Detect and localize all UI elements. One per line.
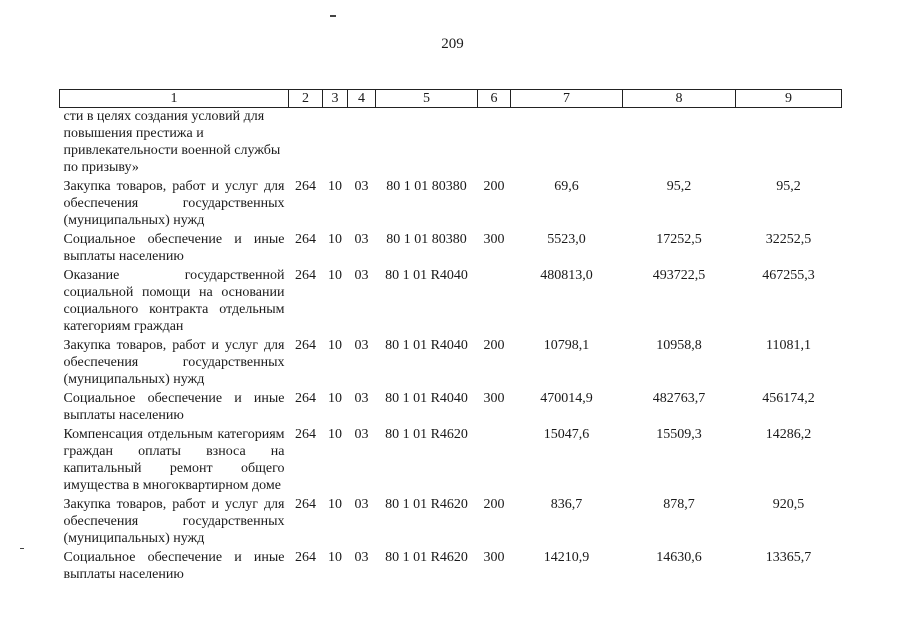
column-header: 7 <box>511 90 623 108</box>
row-subsection <box>348 108 376 179</box>
row-section: 10 <box>328 179 342 194</box>
row-amount-9: 14286,2 <box>765 427 812 442</box>
row-expense-type <box>478 426 511 496</box>
row-amount-8: 14630,6 <box>656 550 702 565</box>
table-row <box>60 178 842 231</box>
row-expense-type: 300 <box>483 550 505 565</box>
budget-table <box>59 89 842 585</box>
row-subsection: 03 <box>354 179 369 194</box>
row-name: Компенсация отдельным категориям граждан оплаты взноса на капитальный ремонт общего имущества в многоквартирном доме <box>63 427 285 493</box>
row-amount-7: 470014,9 <box>540 391 593 406</box>
row-amount-8: 493722,5 <box>652 268 706 283</box>
page-number: 209 <box>441 36 464 52</box>
row-subsection: 03 <box>354 497 369 512</box>
row-name: Закупка товаров, работ и услуг для обеспечения государственных (муниципальных) нужд <box>63 497 285 546</box>
row-target-item: 80 1 01 R4620 <box>385 427 468 442</box>
row-ministry-code <box>289 108 323 179</box>
row-expense-type <box>478 108 511 179</box>
table-row <box>60 390 842 426</box>
row-expense-type <box>478 267 511 337</box>
row-name: сти в целях создания условий для повышения престижа и привлекательности военной службы по призыву» <box>63 109 281 175</box>
row-target-item: 80 1 01 80380 <box>386 232 467 247</box>
row-amount-9 <box>736 108 842 179</box>
row-amount-7: 14210,9 <box>543 550 590 565</box>
row-amount-9: 456174,2 <box>762 391 815 406</box>
table-row <box>60 267 842 337</box>
column-header: 9 <box>736 90 842 108</box>
column-header: 3 <box>323 90 348 108</box>
table-row <box>60 337 842 390</box>
row-target-item: 80 1 01 80380 <box>386 179 467 194</box>
row-subsection: 03 <box>354 338 369 353</box>
row-section: 10 <box>328 391 342 406</box>
row-amount-8: 10958,8 <box>656 338 702 353</box>
column-header: 6 <box>478 90 511 108</box>
row-subsection: 03 <box>354 427 369 442</box>
row-expense-type: 200 <box>483 338 505 353</box>
row-ministry-code: 264 <box>295 497 316 512</box>
row-expense-type: 200 <box>483 179 505 194</box>
row-target-item: 80 1 01 R4040 <box>385 391 468 406</box>
table-header-row <box>60 90 842 108</box>
table-row <box>60 549 842 585</box>
row-ministry-code: 264 <box>295 179 316 194</box>
row-amount-7: 10798,1 <box>543 338 590 353</box>
table-row <box>60 426 842 496</box>
column-header: 1 <box>60 90 289 108</box>
row-amount-8: 15509,3 <box>656 427 702 442</box>
row-amount-8: 482763,7 <box>652 391 706 406</box>
row-subsection: 03 <box>354 550 369 565</box>
column-header: 5 <box>376 90 478 108</box>
row-name: Социальное обеспечение и иные выплаты населению <box>63 550 285 582</box>
row-section: 10 <box>328 550 342 565</box>
row-amount-9: 13365,7 <box>765 550 812 565</box>
row-name: Социальное обеспечение и иные выплаты населению <box>63 391 285 423</box>
column-header: 8 <box>623 90 736 108</box>
row-amount-8: 95,2 <box>666 179 692 194</box>
scan-speck <box>20 548 24 549</box>
row-amount-9: 95,2 <box>776 179 801 194</box>
scan-speck <box>330 15 336 17</box>
row-target-item: 80 1 01 R4040 <box>385 338 468 353</box>
row-amount-9: 32252,5 <box>765 232 812 247</box>
row-expense-type: 200 <box>483 497 505 512</box>
table-row <box>60 496 842 549</box>
row-amount-7: 836,7 <box>550 497 583 512</box>
row-ministry-code: 264 <box>295 338 316 353</box>
row-target-item <box>376 108 478 179</box>
row-amount-9: 920,5 <box>772 497 805 512</box>
row-section <box>323 108 348 179</box>
row-name: Социальное обеспечение и иные выплаты населению <box>63 232 285 264</box>
row-section: 10 <box>328 232 342 247</box>
row-amount-7: 15047,6 <box>543 427 590 442</box>
row-ministry-code: 264 <box>295 232 316 247</box>
row-amount-7: 480813,0 <box>540 268 593 283</box>
row-target-item: 80 1 01 R4620 <box>385 497 468 512</box>
row-section: 10 <box>328 268 342 283</box>
row-expense-type: 300 <box>483 391 505 406</box>
row-target-item: 80 1 01 R4040 <box>385 268 468 283</box>
row-section: 10 <box>328 497 342 512</box>
row-amount-7 <box>511 108 623 179</box>
row-name: Закупка товаров, работ и услуг для обеспечения государственных (муниципальных) нужд <box>63 338 285 387</box>
row-amount-7: 69,6 <box>554 179 579 194</box>
row-section: 10 <box>328 427 342 442</box>
row-subsection: 03 <box>354 268 369 283</box>
table-row <box>60 231 842 267</box>
row-amount-8: 17252,5 <box>656 232 702 247</box>
column-header: 2 <box>289 90 323 108</box>
column-header: 4 <box>348 90 376 108</box>
row-amount-7: 5523,0 <box>547 232 586 247</box>
row-subsection: 03 <box>354 232 369 247</box>
row-ministry-code: 264 <box>295 268 316 283</box>
row-expense-type: 300 <box>483 232 505 247</box>
row-amount-9: 11081,1 <box>766 338 811 353</box>
row-ministry-code: 264 <box>295 391 316 406</box>
row-amount-8 <box>623 108 736 179</box>
row-amount-9: 467255,3 <box>762 268 815 283</box>
row-amount-8: 878,7 <box>663 497 695 512</box>
table-row <box>60 108 842 179</box>
row-subsection: 03 <box>354 391 369 406</box>
row-name: Оказание государственной социальной помощи на основании социального контракта отдельным категориям граждан <box>63 268 285 334</box>
row-target-item: 80 1 01 R4620 <box>385 550 468 565</box>
row-section: 10 <box>328 338 342 353</box>
row-name: Закупка товаров, работ и услуг для обеспечения государственных (муниципальных) нужд <box>63 179 285 228</box>
row-ministry-code: 264 <box>295 550 316 565</box>
row-ministry-code: 264 <box>295 427 316 442</box>
